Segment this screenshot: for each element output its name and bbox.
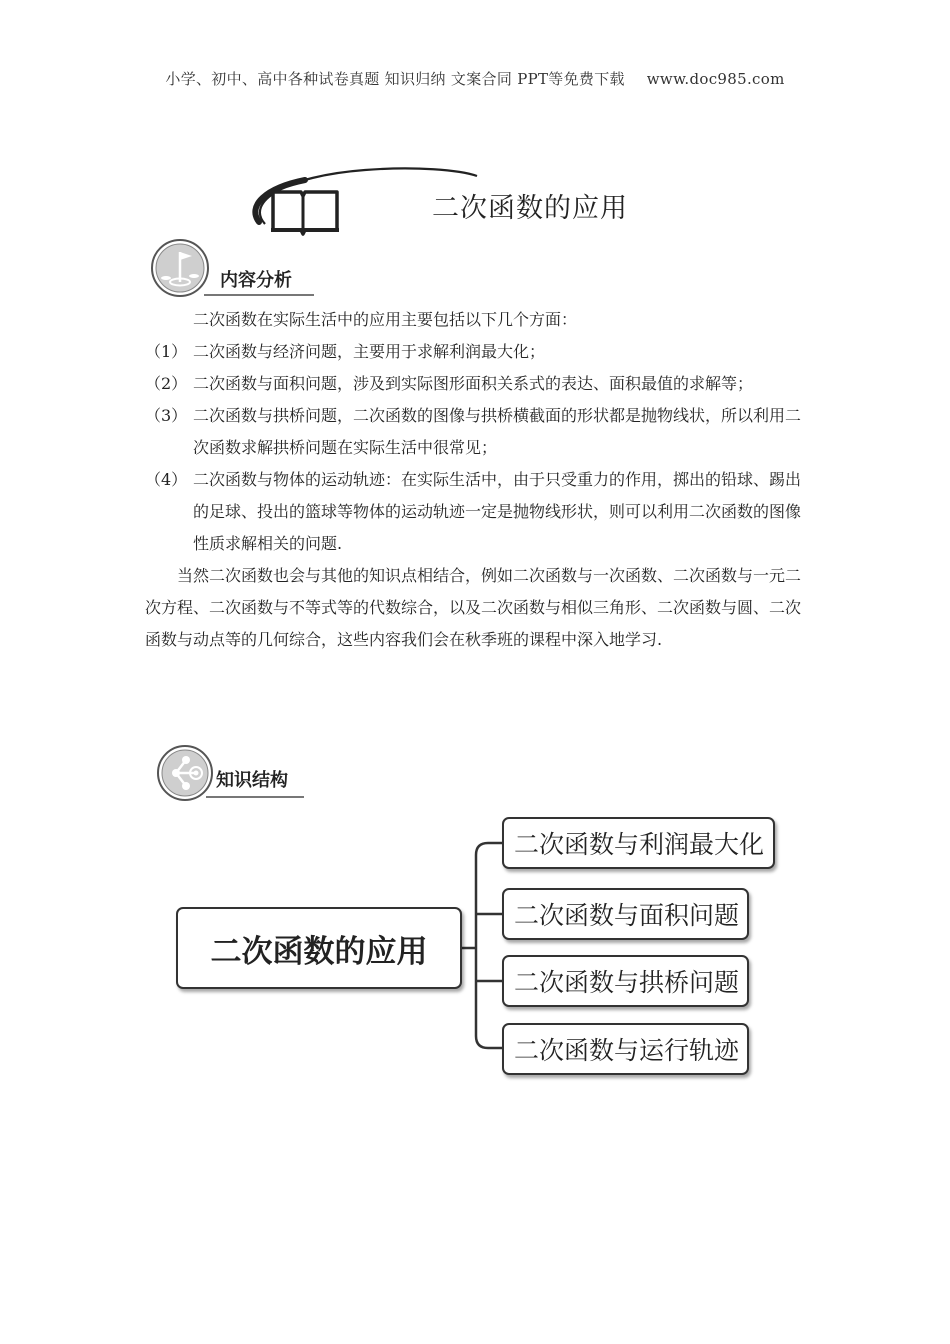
network-icon — [156, 744, 216, 802]
item-number: （1） — [145, 342, 188, 361]
item-text: 二次函数与经济问题，主要用于求解利润最大化； — [193, 342, 546, 361]
item-text: 二次函数与拱桥问题，二次函数的图像与拱桥横截面的形状都是抛物线状，所以利用二次函数求解拱桥问题在实际生活中很常见； — [193, 406, 802, 457]
section-structure-rule — [206, 796, 304, 798]
list-item — [145, 464, 815, 560]
header-url: www.doc985.com — [646, 70, 785, 88]
section-structure-label: 知识结构 — [216, 770, 288, 791]
mindmap-root-node: 二次函数的应用 — [176, 907, 462, 989]
mindmap-branch-node: 二次函数与拱桥问题 — [502, 955, 749, 1007]
item-number: （3） — [145, 406, 188, 425]
mindmap-branch-node: 二次函数与面积问题 — [502, 888, 749, 940]
analysis-body — [145, 304, 815, 656]
mindmap — [170, 808, 790, 1098]
section-structure-heading — [150, 744, 310, 802]
mindmap-branch-node: 二次函数与运行轨迹 — [502, 1023, 749, 1075]
analysis-intro: 二次函数在实际生活中的应用主要包括以下几个方面： — [193, 310, 578, 329]
analysis-closing: 当然二次函数也会与其他的知识点相结合，例如二次函数与一次函数、二次函数与一元二次方程、二次函数与不等式等的代数综合，以及二次函数与相似三角形、二次函数与圆、二次函数与动点等的几何综合，这些内容我们会在秋季班的课程中深入地学习. — [145, 566, 802, 649]
item-number: （4） — [145, 470, 188, 489]
section-analysis-label: 内容分析 — [220, 270, 292, 291]
item-text: 二次函数与面积问题，涉及到实际图形面积关系式的表达、面积最值的求解等； — [193, 374, 754, 393]
mindmap-branch-node: 二次函数与利润最大化 — [502, 817, 775, 869]
page-header — [0, 68, 950, 89]
section-analysis-rule — [204, 294, 314, 296]
page-title: 二次函数的应用 — [432, 193, 628, 224]
header-text: 小学、初中、高中各种试卷真题 知识归纳 文案合同 PPT等免费下载 — [165, 70, 625, 88]
list-item — [145, 336, 815, 368]
item-number: （2） — [145, 374, 188, 393]
item-text: 二次函数与物体的运动轨迹：在实际生活中，由于只受重力的作用，掷出的铅球、踢出的足球、投出的篮球等物体的运动轨迹一定是抛物线形状，则可以利用二次函数的图像性质求解相关的问题. — [193, 470, 802, 553]
list-item — [145, 400, 815, 464]
target-flag-icon — [150, 238, 212, 300]
list-item — [145, 368, 815, 400]
section-analysis-heading — [150, 238, 320, 300]
